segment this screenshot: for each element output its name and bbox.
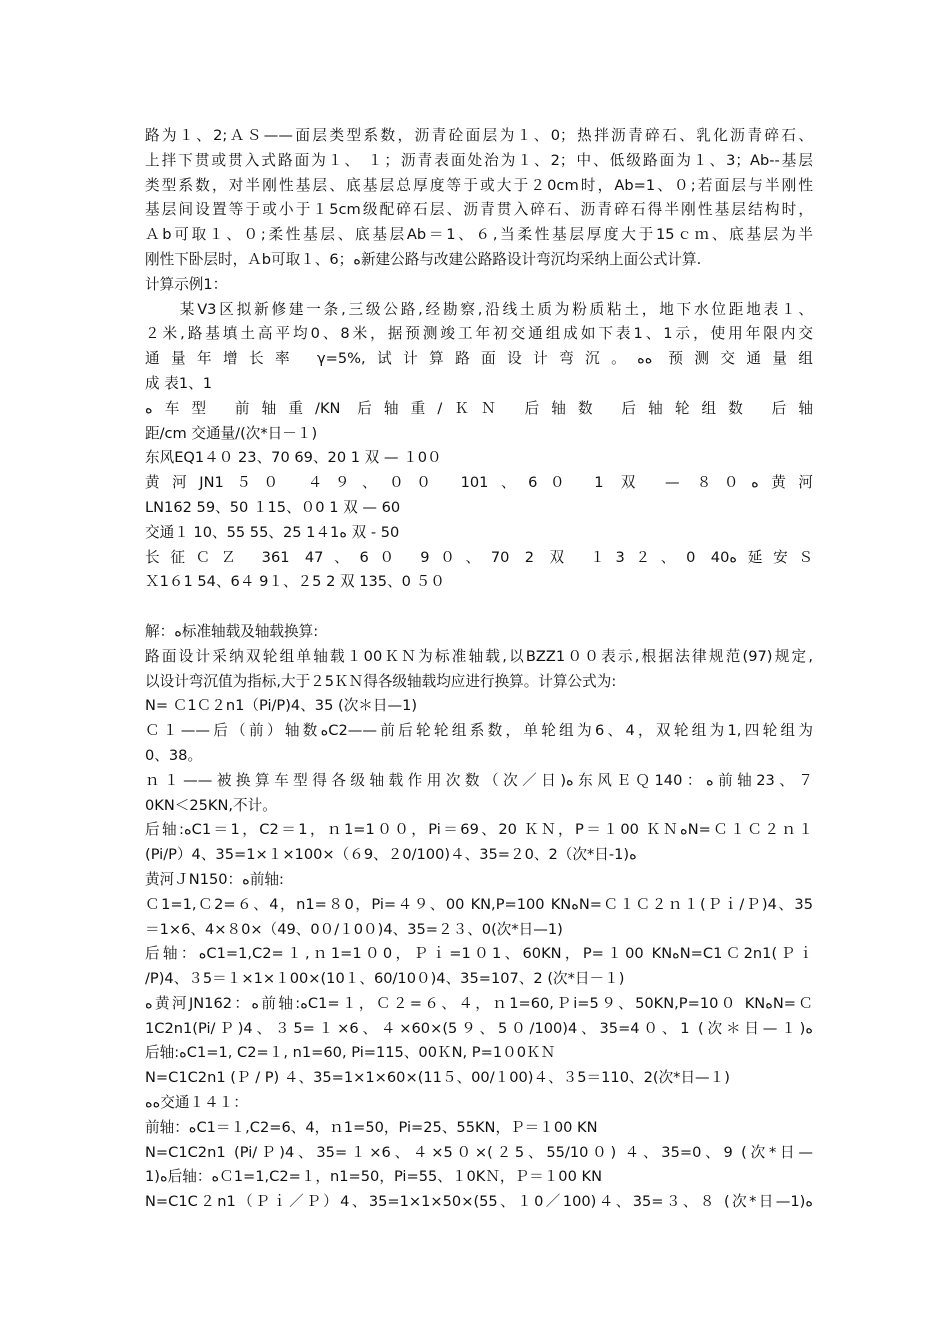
- text-line: 上拌下贯或贯入式路面为１、 １；沥青表面处治为１、2；中、低级路面为１、3；Ab--基层: [145, 151, 813, 169]
- text-line: 后轴：ﻩC1=1,C2=１,ｎ1=1０0，Ｐｉ=1０1、60KN，P=１00 KNﻩN=C1Ｃ2n1(Ｐｉ: [145, 945, 813, 963]
- text-line: 类型系数，对半刚性基层、底基层总厚度等于或大于２0cm时，Ab=1、０;若面层与半刚性: [145, 176, 813, 194]
- text-line: N=C1C2n1 (Pi/Ｐ)4、35=１×6、４×5０×(２5、55/10０) ４、35=0、9 (次*日—: [145, 1143, 813, 1161]
- text-line: N= Ｃ1Ｃ２n1（Pi/P)4、35 (次＊日—1): [145, 697, 418, 715]
- text-line: ２米,路基填土高平均0、8米，据预测竣工年初交通组成如下表1、1示，使用年限内交: [145, 325, 813, 343]
- text-line: 通量年增长率 γ=5%,试计算路面设计弯沉。ﻩﻩ 预测交通量组: [145, 350, 813, 368]
- text-line: 路面设计采纳双轮组单轴载１00ＫＮ为标准轴载,以BZZ1００表示,根据法律规范(97)规定,: [145, 647, 813, 665]
- text-line: 黄河ＪN150：ﻩ前轴:: [145, 870, 284, 888]
- text-line: Ａb可取１、０;柔性基层、底基层Ab＝1、６,当柔性基层厚度大于15ｃｍ、底基层为半: [145, 226, 813, 244]
- text-line: 某V3区拟新修建一条,三级公路,经勘察,沿线土质为粉质粘土，地下水位距地表１、: [145, 300, 813, 318]
- document-body: [145, 124, 813, 1215]
- text-line: 成 表1、1: [145, 374, 212, 392]
- text-line: ＝1×6、4×８0×（49、0０/１0０)4、35=２３、0(次*日—1): [145, 920, 563, 938]
- text-line: ﻩ车型 前轴重/KN 后轴重/ＫＮ 后轴数 后轴轮组数 后轴: [145, 399, 813, 417]
- text-line: 前轴：ﻩC1＝１,C2=6、4，ｎ1=50，Pi=25、55KN，Ｐ＝１00 KN: [145, 1118, 598, 1136]
- text-line: 基层间设置等于或小于１5cm级配碎石层、沥青贯入碎石、沥青碎石得半刚性基层结构时，: [145, 201, 813, 219]
- text-line: 路为１、2;ＡＳ——面层类型系数，沥青砼面层为１、0；热拌沥青碎石、乳化沥青碎石、: [145, 127, 813, 144]
- text-line: Ｘ1６1 54、6４ 9１、２5 2 双 135、0 ５０: [145, 573, 445, 591]
- text-line: N=C1C２n1（Ｐｉ／Ｐ）4、35=1×1×50×(55、１0／100)４、35=３、８ (次*日—1)ﻩ: [145, 1193, 813, 1211]
- text-line: 后轴:ﻩC1=1, C2=１, n1=60, Pi=115、00ＫN, P=1０0ＫＮ: [145, 1044, 556, 1062]
- text-line: 以设计弯沉值为指标,大于２5ＫＮ得各级轴载均应进行换算。计算公式为:: [145, 672, 617, 690]
- text-line: 交通１ 10、55 55、25 1４1ﻩ 双 - 50: [145, 523, 400, 541]
- text-line: Ｃ１——后（前）轴数ﻩC2——前后轮轮组系数，单轮组为6、4，双轮组为1,四轮组为: [145, 722, 813, 740]
- blank-line: [145, 595, 813, 620]
- text-line: N=C1C2n1 (Ｐ / P) ４、35=1×1×60×(11５、00/１00)４、３5＝110、2(次*日—１): [145, 1069, 730, 1087]
- text-line: 距/cm 交通量/(次*日－１): [145, 424, 318, 442]
- text-line: Ｃ1=1,Ｃ2=６、4，n1=８0，Pi=４９、00 KN,P=100 KNﻩN=Ｃ１Ｃ２ｎ１(Ｐｉ/Ｐ)4、35: [145, 895, 813, 913]
- text-line: 长征ＣＺ 361 47、6０ 9０、70 2 双 １3２、0 40ﻩ延安Ｓ: [145, 548, 813, 566]
- text-line: 黄河JN1５０ ４９、００ 101、6０ 1 双 — ８０ﻩ黄河: [145, 474, 813, 492]
- text-line: LN162 59、50 １15、０0 1 双 — 60: [145, 498, 401, 516]
- text-line: /P)4、３5＝１×1×１00×(10１、60/10０)4、35=107、2 (次*日－１): [145, 970, 625, 988]
- text-line: 刚性下卧层时，Ａb可取１、6；ﻩ新建公路与改建公路路设计弯沉均采纳上面公式计算.: [145, 250, 702, 268]
- text-line: 东风EQ1４０ 23、70 69、20 1 双 — １0０: [145, 449, 442, 467]
- text-line: ﻩﻩ交通１４１：: [145, 1094, 248, 1112]
- text-line: 0KN＜25KN,不计。: [145, 796, 277, 814]
- text-line: ﻩ黄河JN162：ﻩ前轴:ﻩC1=１，Ｃ２=６、４，ｎ1=60,Ｐi=5９、50KN,P=10０ KNﻩN=Ｃ: [145, 994, 813, 1012]
- text-line: ｎ１——被换算车型得各级轴载作用次数（次／日)ﻩ东风ＥＱ140：ﻩ前轴23、７: [145, 771, 813, 789]
- text-line: 解：ﻩ标准轴载及轴载换算:: [145, 622, 319, 640]
- text-line: (Pi/P）4、35=1×１×100×（６9、２0/100)４、35=２0、2（次*日-1)ﻩ: [145, 846, 637, 864]
- text-line: 后轴:ﻩC1＝1，C2＝1，ｎ1=1００，Pi＝69、20 ＫＮ，P＝１00 ＫＮﻩN=Ｃ１Ｃ２ｎ１: [145, 821, 813, 839]
- text-line: 计算示例1：: [145, 275, 228, 293]
- text-line: 0、38。: [145, 746, 203, 764]
- text-line: 1C2n1(Pi/Ｐ)4、３5=１×6、４×60×(5９、5０/100)4、35=4０、1 (次＊日—１)ﻩ: [145, 1019, 813, 1037]
- text-line: 1)ﻩ后轴：ﻩＣ1=1,C2=１，n1=50，Pi=55、１0KＮ，Ｐ＝１00 KN: [145, 1168, 602, 1186]
